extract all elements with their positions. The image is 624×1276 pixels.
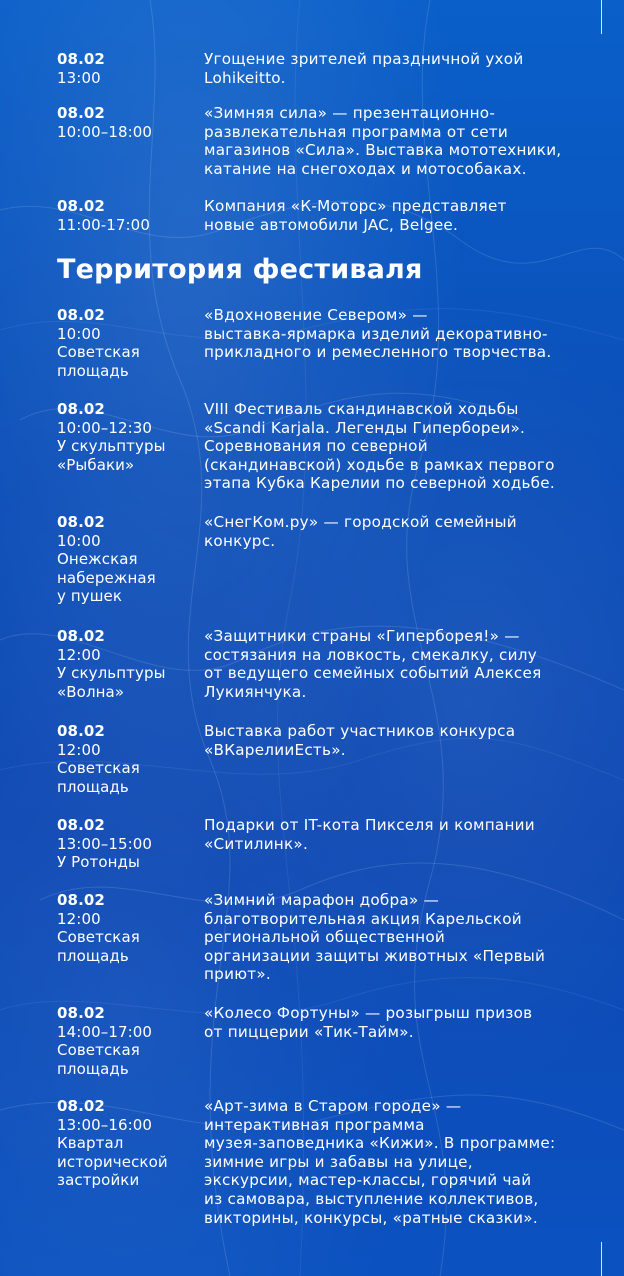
- event-description: «Зимняя сила» — презентационно- развлекательная программа от сети магазинов «Сила». Выставка мототехники, катание на снегоходах и мотособаках.: [204, 104, 562, 178]
- event-place: площадь: [57, 1059, 129, 1078]
- event-meta: [57, 816, 197, 872]
- event-description: «Защитники страны «Гиперборея!» — состязания на ловкость, смекалку, силу от ведущего семейных событий Алексея Лукиянчука.: [204, 627, 542, 701]
- event-date: 08.02: [57, 197, 105, 215]
- event-meta: [57, 50, 197, 87]
- event-meta: [57, 306, 197, 380]
- event-time: 11:00-17:00: [57, 215, 150, 234]
- event-time: 14:00–17:00: [57, 1022, 153, 1041]
- event-date: 08.02: [57, 50, 105, 68]
- event-place: Квартал: [57, 1134, 124, 1153]
- event-meta: [57, 1004, 197, 1078]
- event-description: Выставка работ участников конкурса «ВКарелииЕсть».: [204, 722, 516, 759]
- event-place: площадь: [57, 361, 129, 380]
- event-place: Советская: [57, 928, 140, 947]
- event-date: 08.02: [57, 816, 105, 834]
- event-time: 10:00: [57, 531, 101, 550]
- event-meta: [57, 104, 197, 141]
- event-place: У скульптуры: [57, 664, 166, 683]
- event-place: застройки: [57, 1171, 140, 1190]
- event-place: «Рыбаки»: [57, 455, 135, 474]
- event-description: VIII Фестиваль скандинавской ходьбы «Scandi Karjala. Легенды Гипербореи». Соревнования по северной (скандинавской) ходьбе в рамках первого этапа Кубка Карелии по северной ходьбе.: [204, 400, 555, 493]
- event-place: площадь: [57, 946, 129, 965]
- event-meta: [57, 400, 197, 474]
- event-description: Подарки от IT-кота Пикселя и компании «Ситилинк».: [204, 816, 535, 853]
- event-date: 08.02: [57, 891, 105, 909]
- event-date: 08.02: [57, 104, 105, 122]
- event-place: исторической: [57, 1152, 168, 1171]
- event-description: «Вдохновение Севером» — выставка-ярмарка изделий декоративно- прикладного и ремесленного творчества.: [204, 306, 552, 362]
- event-description: «Арт-зима в Старом городе» — интерактивная программа музея-заповедника «Кижи». В программе: зимние игры и забавы на улице, экскурсии, мастер-классы, горячий чай из самовара, выступление коллективов, викторины, конкурсы, «ратные сказки».: [204, 1097, 556, 1227]
- event-description: «Зимний марафон добра» — благотворительная акция Карельской региональной общественной организации защиты животных «Первый приют».: [204, 891, 546, 984]
- event-place: площадь: [57, 777, 129, 796]
- event-meta: [57, 627, 197, 701]
- event-meta: [57, 197, 197, 234]
- event-meta: [57, 513, 197, 606]
- event-meta: [57, 891, 197, 965]
- event-date: 08.02: [57, 1097, 105, 1115]
- event-time: 13:00–16:00: [57, 1115, 153, 1134]
- event-time: 12:00: [57, 645, 101, 664]
- event-meta: [57, 1097, 197, 1190]
- event-date: 08.02: [57, 400, 105, 418]
- event-date: 08.02: [57, 513, 105, 531]
- event-place: Советская: [57, 759, 140, 778]
- section-title: Территория фестиваля: [57, 254, 423, 285]
- event-time: 13:00: [57, 68, 101, 87]
- event-date: 08.02: [57, 627, 105, 645]
- event-description: «Колесо Фортуны» — розыгрыш призов от пиццерии «Тик-Тайм».: [204, 1004, 533, 1041]
- event-meta: [57, 722, 197, 796]
- event-time: 10:00: [57, 324, 101, 343]
- event-date: 08.02: [57, 1004, 105, 1022]
- event-time: 10:00–12:30: [57, 418, 153, 437]
- event-time: 12:00: [57, 740, 101, 759]
- event-description: Угощение зрителей праздничной ухой Lohikeitto.: [204, 50, 524, 87]
- event-date: 08.02: [57, 722, 105, 740]
- event-place: у пушек: [57, 587, 123, 606]
- event-place: набережная: [57, 568, 156, 587]
- event-description: «СнегКом.ру» — городской семейный конкурс.: [204, 513, 517, 550]
- event-time: 12:00: [57, 909, 101, 928]
- event-time: 10:00–18:00: [57, 122, 153, 141]
- event-date: 08.02: [57, 306, 105, 324]
- event-time: 13:00–15:00: [57, 834, 153, 853]
- event-place: У скульптуры: [57, 437, 166, 456]
- event-place: Советская: [57, 1041, 140, 1060]
- event-place: «Волна»: [57, 682, 125, 701]
- event-place: У Ротонды: [57, 853, 140, 872]
- event-place: Советская: [57, 343, 140, 362]
- event-description: Компания «К-Моторс» представляет новые автомобили JAC, Belgee.: [204, 197, 507, 234]
- event-place: Онежская: [57, 550, 138, 569]
